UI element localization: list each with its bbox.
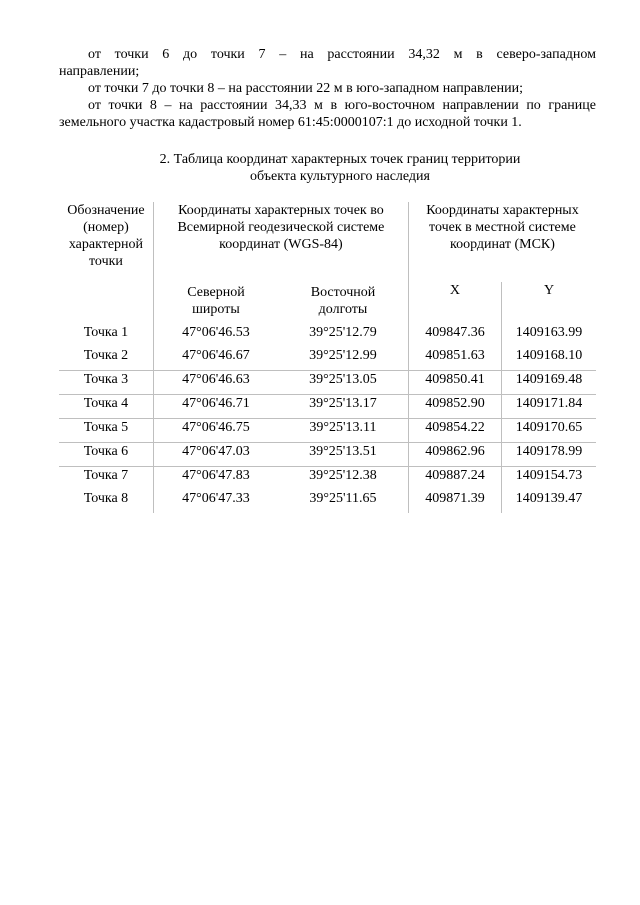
header-designation: Обозначение (номер) характерной точки <box>59 202 153 324</box>
table-row <box>59 371 596 395</box>
cell-x: 409851.63 <box>408 347 501 371</box>
paragraph-segment-8-1-line1: от точки 8 – на расстоянии 34,33 м в юго-восточном направлении по границе <box>88 98 596 113</box>
cell-longitude: 39°25'12.99 <box>278 347 408 371</box>
cell-latitude: 47°06'47.33 <box>182 491 250 506</box>
cell-point: Точка 5 <box>59 419 153 443</box>
cell-longitude: 39°25'13.11 <box>278 419 408 443</box>
paragraph-segment-8-1-line2: земельного участка кадастровый номер 61:45:0000107:1 до исходной точки 1. <box>59 115 522 130</box>
cell-x: 409854.22 <box>408 419 501 443</box>
cell-x: 409871.39 <box>408 490 501 513</box>
paragraph-segment-6-7-line2: направлении; <box>59 64 140 79</box>
cell-point: Точка 2 <box>59 347 153 371</box>
cell-point: Точка 3 <box>59 371 153 395</box>
cell-longitude: 39°25'12.38 <box>278 467 408 491</box>
cell-y: 1409163.99 <box>515 325 583 340</box>
header-msk: Координаты характерных точек в местной системе координат (МСК) <box>426 203 579 252</box>
cell-longitude: 39°25'13.05 <box>278 371 408 395</box>
table-title <box>120 151 560 185</box>
cell-latitude: 47°06'46.71 <box>153 395 278 419</box>
cell-latitude: 47°06'46.63 <box>153 371 278 395</box>
table-row <box>59 490 596 513</box>
cell-y: 1409154.73 <box>502 467 596 491</box>
cell-point: Точка 6 <box>59 443 153 467</box>
cell-longitude: 39°25'12.79 <box>278 324 408 347</box>
cell-point: Точка 7 <box>59 467 153 491</box>
cell-x: 409862.96 <box>408 443 501 467</box>
paragraph-segment-7-8: от точки 7 до точки 8 – на расстоянии 22 м в юго-западном направлении; <box>88 81 523 96</box>
cell-y: 1409139.47 <box>515 491 583 506</box>
cell-y: 1409178.99 <box>502 443 596 467</box>
cell-point: Точка 1 <box>59 324 153 347</box>
cell-latitude: 47°06'46.53 <box>182 325 250 340</box>
header-wgs84: Координаты характерных точек во Всемирной геодезической системе координат (WGS-84) <box>153 202 408 282</box>
cell-y: 1409169.48 <box>502 371 596 395</box>
cell-x: 409852.90 <box>408 395 501 419</box>
cell-x: 409847.36 <box>408 324 501 347</box>
table-title-line1: 2. Таблица координат характерных точек границ территории <box>159 152 521 167</box>
header-x: X <box>408 282 501 324</box>
cell-y: 1409170.65 <box>502 419 596 443</box>
table-row <box>59 324 596 347</box>
header-north-latitude: Северной широты <box>187 285 245 317</box>
table-row <box>59 443 596 467</box>
cell-point: Точка 8 <box>59 490 153 513</box>
table-row <box>59 347 596 371</box>
cell-y: 1409168.10 <box>515 348 583 363</box>
cell-latitude: 47°06'46.67 <box>182 348 250 363</box>
cell-x: 409850.41 <box>408 371 501 395</box>
cell-longitude: 39°25'13.51 <box>278 443 408 467</box>
table-row <box>59 467 596 491</box>
paragraph-segment-6-7-line1: от точки 6 до точки 7 – на расстоянии 34,32 м в северо-западном <box>88 47 596 62</box>
table-header-row <box>59 202 596 282</box>
cell-latitude: 47°06'47.03 <box>153 443 278 467</box>
table-title-line2: объекта культурного наследия <box>250 169 430 184</box>
cell-latitude: 47°06'47.83 <box>153 467 278 491</box>
header-y: Y <box>543 283 555 298</box>
cell-y: 1409171.84 <box>502 395 596 419</box>
cell-longitude: 39°25'13.17 <box>278 395 408 419</box>
header-east-longitude: Восточной долготы <box>278 282 408 324</box>
cell-longitude: 39°25'11.65 <box>278 490 408 513</box>
cell-latitude: 47°06'46.75 <box>153 419 278 443</box>
cell-x: 409887.24 <box>408 467 501 491</box>
cell-point: Точка 4 <box>59 395 153 419</box>
table-row <box>59 395 596 419</box>
coordinates-table <box>59 202 596 513</box>
table-row <box>59 419 596 443</box>
